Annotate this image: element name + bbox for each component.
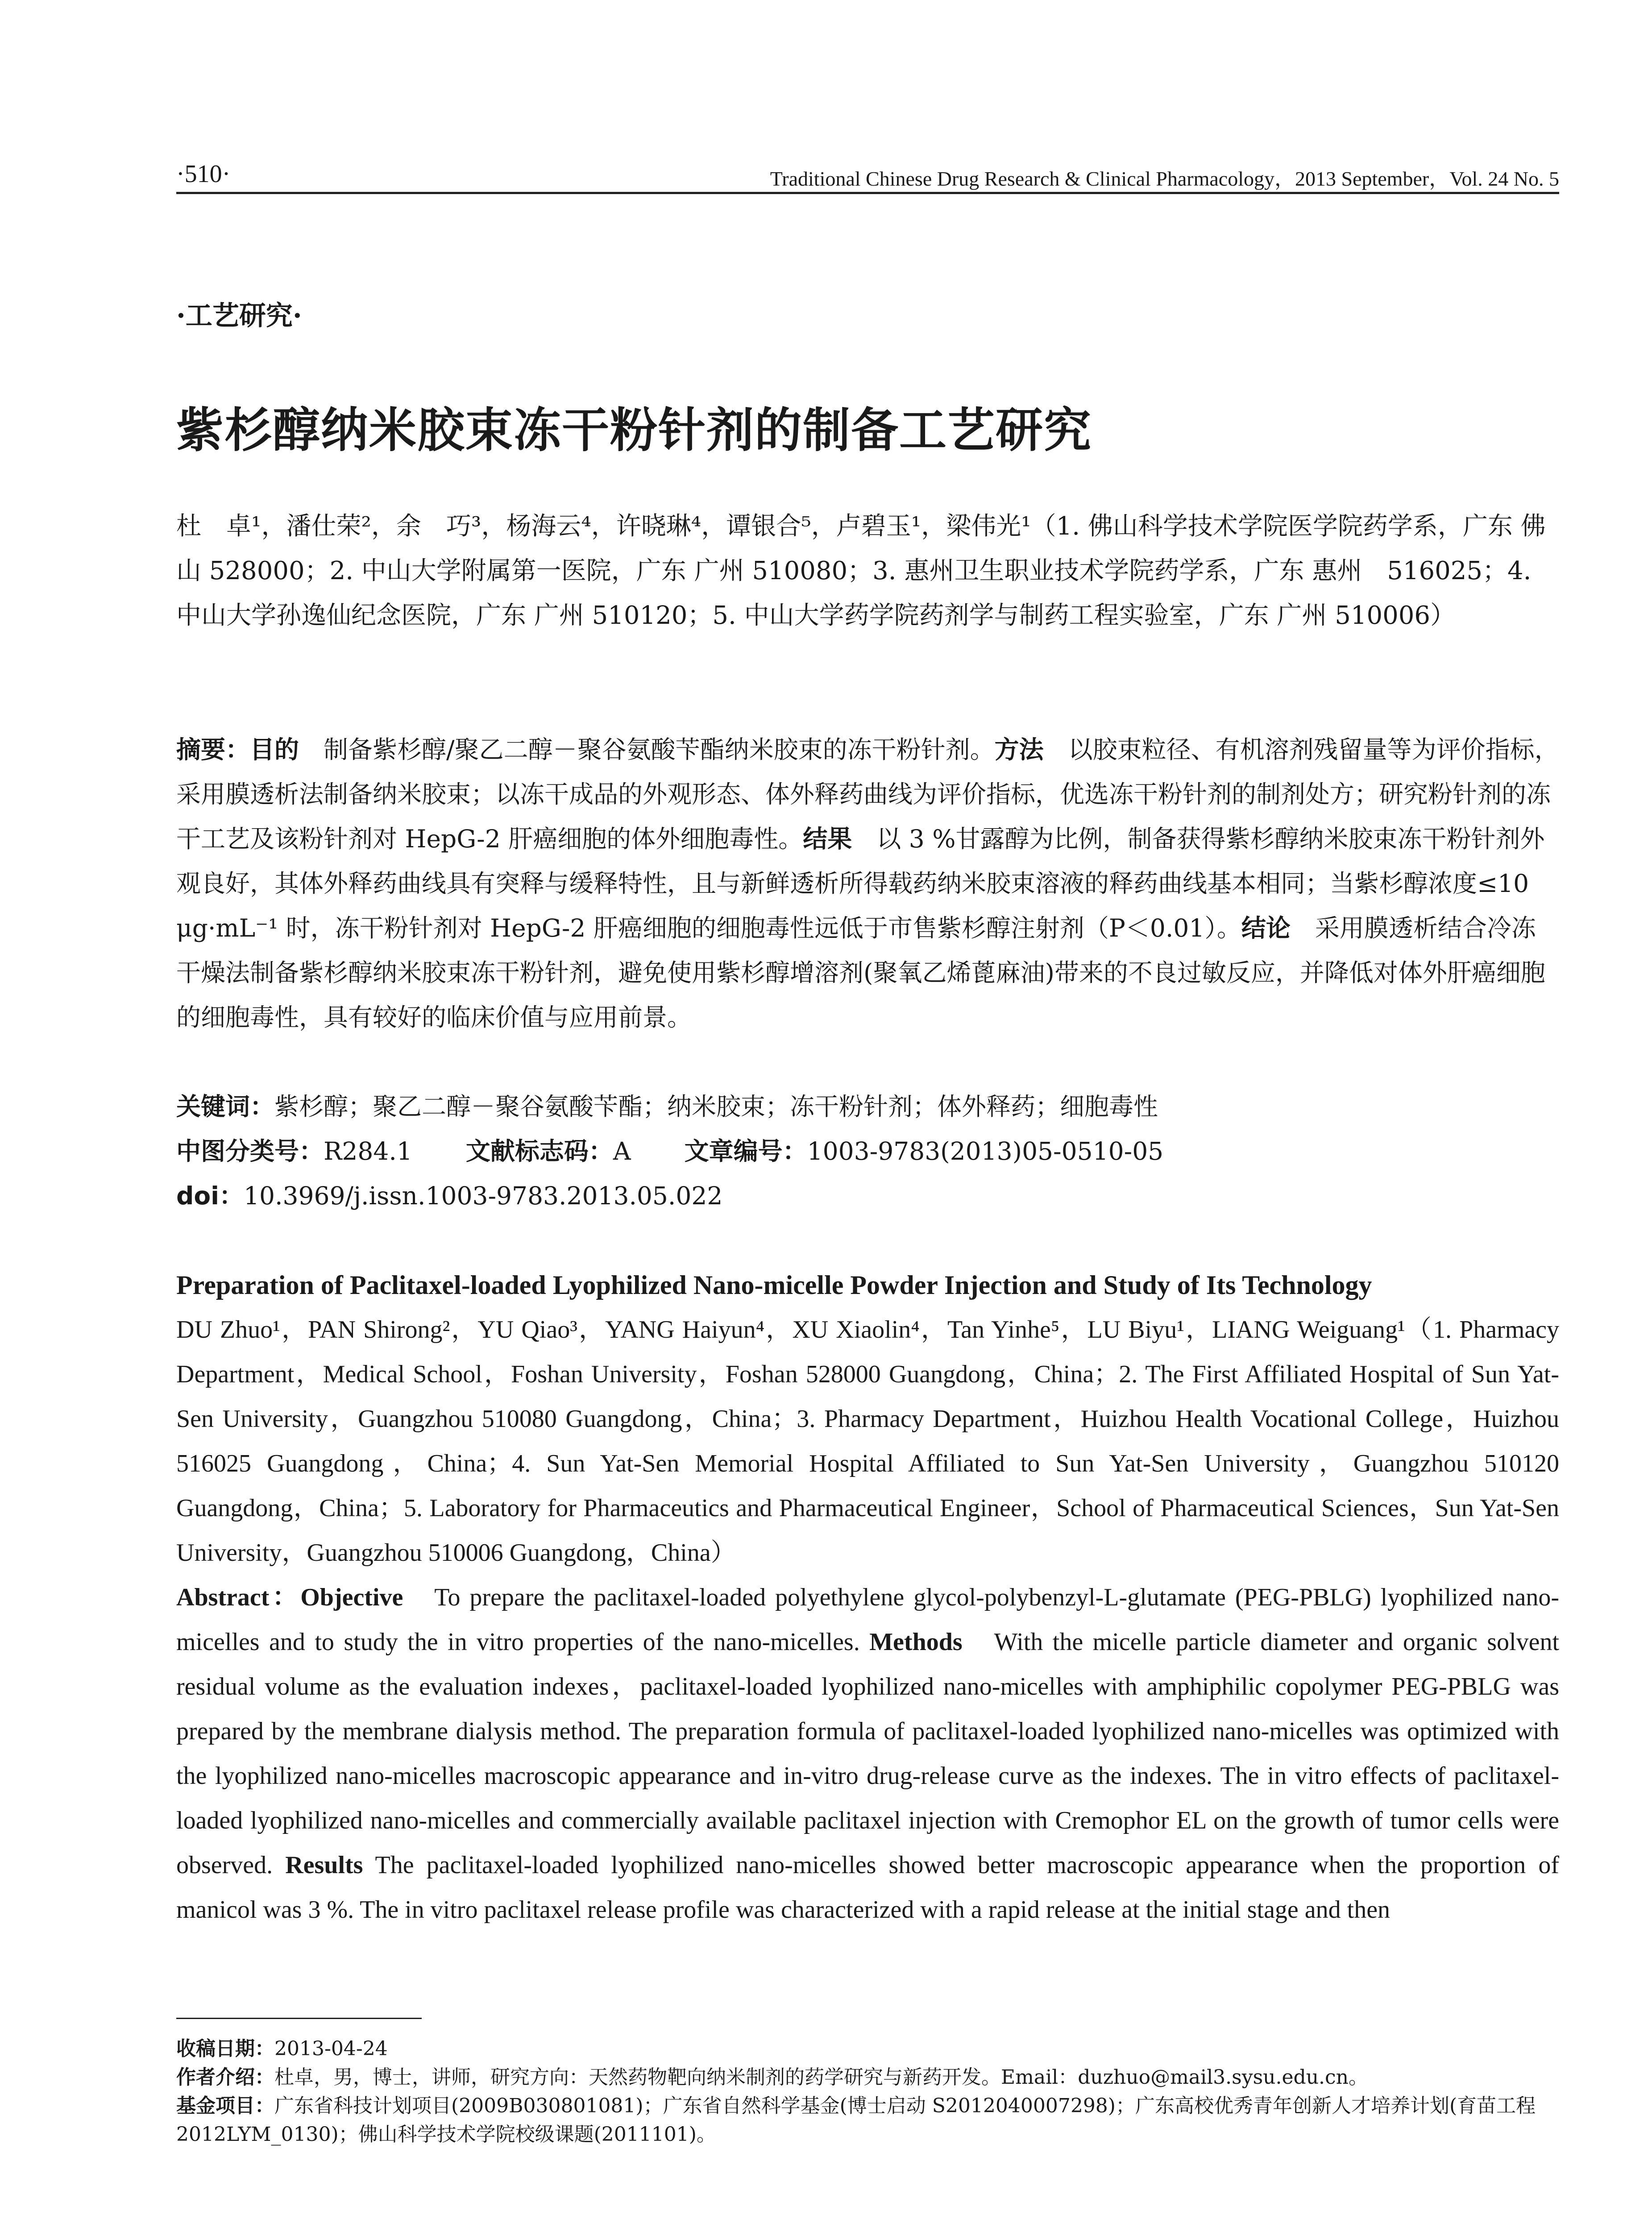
doi-value: 10.3969/j.issn.1003-9783.2013.05.022 [244, 1182, 723, 1210]
english-authors-affiliations: DU Zhuo¹，PAN Shirong²，YU Qiao³，YANG Haiyun⁴，XU Xiaolin⁴，Tan Yinhe⁵，LU Biyu¹，LIANG Weiguang¹（1. Pharmacy Department，Medical School，Foshan University，Foshan 528000 Guangdong，China；2. The First Affiliated Hospital of Sun Yat-Sen University，Guangzhou 510080 Guangdong，China；3. Pharmacy Department，Huizhou Health Vocational College，Huizhou 516025 Guangdong，China；4. Sun Yat-Sen Memorial Hospital Affiliated to Sun Yat-Sen University，Guangzhou 510120 Guangdong，China；5. Laboratory for Pharmaceutics and Pharmaceutical Engineer，School of Pharmaceutical Sciences，Sun Yat-Sen University，Guangzhou 510006 Guangdong，China） [176, 1316, 1559, 1567]
authors-affiliations-cn: 杜 卓¹，潘仕荣²，余 巧³，杨海云⁴，许晓琳⁴，谭银合⁵，卢碧玉¹，梁伟光¹（1. 佛山科学技术学院医学院药学系，广东 佛山 528000；2. 中山大学附属第一医院，广东 广州 510080；3. 惠州卫生职业技术学院药学系，广东 惠州 516025；4. 中山大学孙逸仙纪念医院，广东 广州 510120；5. 中山大学药学院药剂学与制药工程实验室，广东 广州 510006） [176, 512, 1546, 630]
clc-label: 中图分类号： [176, 1137, 324, 1165]
doccode-value: A [613, 1137, 631, 1165]
section-tag: ·工艺研究· [176, 300, 302, 332]
author-intro [176, 2063, 1559, 2092]
author-intro-text: 杜卓，男，博士，讲师，研究方向：天然药物靶向纳米制剂的药学研究与新药开发。Email：duzhuo@mail3.sysu.edu.cn。 [274, 2066, 1368, 2089]
classification-line [176, 1129, 1559, 1174]
running-header [176, 156, 1559, 194]
english-abstract [176, 1575, 1559, 1932]
doi-line [176, 1174, 1559, 1218]
funding-label: 基金项目： [176, 2094, 274, 2117]
received-value: 2013-04-24 [274, 2037, 388, 2060]
doi-label: doi： [176, 1182, 244, 1210]
funding-text: 广东省科技计划项目(2009B030801081)；广东省自然科学基金(博士启动 S2012040007298)；广东高校优秀青年创新人才培养计划(育苗工程 2012LYM_0130)；佛山科学技术学院校级课题(2011101)。 [176, 2094, 1536, 2146]
article-number-value: 1003-9783(2013)05-0510-05 [807, 1137, 1164, 1165]
methods-label: 方法 [994, 735, 1044, 764]
results-text: 以 3 %甘露醇为比例，制备获得紫杉醇纳米胶束冻干粉针剂外观良好，其体外释药曲线具有突释与缓释特性，且与新鲜透析所得载药纳米胶束溶液的释药曲线基本相同；当紫杉醇浓度≤10 μg·mL⁻¹ 时，冻干粉针剂对 HepG-2 肝癌细胞的细胞毒性远低于市售紫杉醇注射剂（P＜0.01）。 [176, 825, 1545, 942]
author-intro-label: 作者介绍： [176, 2066, 274, 2089]
page-number: ·510· [176, 160, 231, 188]
article-number-label: 文章编号： [684, 1137, 807, 1165]
received-label: 收稿日期： [176, 2037, 274, 2060]
keywords-text: 紫杉醇；聚乙二醇－聚谷氨酸苄酯；纳米胶束；冻干粉针剂；体外释药；细胞毒性 [274, 1092, 1158, 1121]
en-results-label: Results [285, 1851, 363, 1879]
en-objective-text: To prepare the paclitaxel-loaded polyethylene glycol-polybenzyl-L-glutamate (PEG-PBLG) lyophilized nano-micelles and to study the in vitro properties of the nano-micelles. [176, 1584, 1560, 1656]
en-methods-label: Methods [869, 1628, 963, 1656]
methods-text: 以胶束粒径、有机溶剂残留量等为评价指标，采用膜透析法制备纳米胶束；以冻干成品的外观形态、体外释药曲线为评价指标，优选冻干粉针剂的制剂处方；研究粉针剂的冻干工艺及该粉针剂对 HepG-2 肝癌细胞的体外细胞毒性。 [176, 735, 1559, 853]
en-abstract-label: Abstract： [176, 1584, 301, 1611]
journal-citation: Traditional Chinese Drug Research & Clinical Pharmacology，2013 September，Vol. 24 No. 5 [770, 167, 1559, 190]
abstract-label: 摘要： [176, 735, 250, 764]
en-objective-label: Objective [300, 1584, 403, 1611]
results-label: 结果 [803, 825, 852, 853]
abstract-cn [176, 727, 1559, 1040]
received-date [176, 2035, 1559, 2063]
doccode-label: 文献标志码： [465, 1137, 613, 1165]
keywords [176, 1084, 1559, 1129]
footnotes [176, 2035, 1559, 2149]
funding [176, 2092, 1559, 2149]
conclusion-label: 结论 [1241, 914, 1291, 942]
en-methods-text: With the micelle particle diameter and organic solvent residual volume as the evaluation indexes，paclitaxel-loaded lyophilized nano-micelles with amphiphilic copolymer PEG-PBLG was prepared by the membrane dialysis method. The preparation formula of paclitaxel-loaded lyophilized nano-micelles was optimized with the lyophilized nano-micelles macroscopic appearance and in-vitro drug-release curve as the indexes. The in vitro effects of paclitaxel-loaded lyophilized nano-micelles and commercially available paclitaxel injection with Cremophor EL on the growth of tumor cells were observed. [176, 1628, 1560, 1879]
en-results-text: The paclitaxel-loaded lyophilized nano-micelles showed better macroscopic appearance when the proportion of manicol was 3 %. The in vitro paclitaxel release profile was characterized with a rapid release at the initial stage and then [176, 1851, 1560, 1924]
objective-label: 目的 [250, 735, 299, 764]
keywords-label: 关键词： [176, 1092, 275, 1121]
conclusion-text: 采用膜透析结合冷冻干燥法制备紫杉醇纳米胶束冻干粉针剂，避免使用紫杉醇增溶剂(聚氧乙烯蓖麻油)带来的不良过敏反应，并降低对体外肝癌细胞的细胞毒性，具有较好的临床价值与应用前景。 [176, 914, 1545, 1032]
clc-value: R284.1 [324, 1137, 412, 1165]
footnote-divider [176, 2018, 422, 2019]
english-title: Preparation of Paclitaxel-loaded Lyophilized Nano-micelle Powder Injection and Study of Its Technology [176, 1270, 1372, 1300]
objective-text: 制备紫杉醇/聚乙二醇－聚谷氨酸苄酯纳米胶束的冻干粉针剂。 [324, 735, 995, 764]
article-title: 紫杉醇纳米胶束冻干粉针剂的制备工艺研究 [176, 403, 1092, 458]
